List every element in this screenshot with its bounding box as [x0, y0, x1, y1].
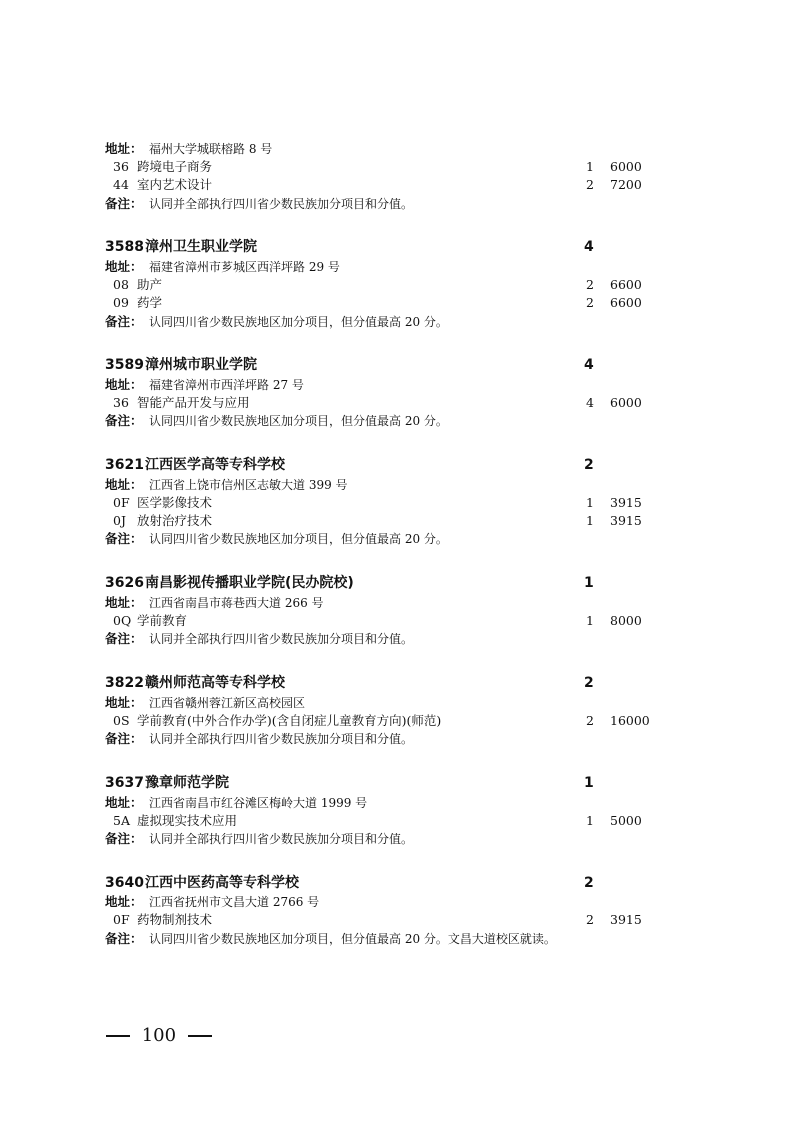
school-code: 3637 [105, 775, 144, 791]
school-quota: 4 [584, 239, 594, 255]
address-label: 地址： [105, 259, 143, 274]
school-name: 赣州师范高等专科学校 [145, 675, 285, 691]
school-code: 3621 [105, 457, 144, 473]
major-row [0, 394, 794, 412]
major-name: 放射治疗技术 [137, 513, 213, 528]
remark-label: 备注： [105, 413, 143, 428]
address-text: 江西省抚州市文昌大道 2766 号 [149, 895, 320, 909]
major-fee: 6000 [610, 159, 642, 174]
major-quota: 1 [586, 159, 594, 174]
remark-text: 认同四川省少数民族地区加分项目，但分值最高 20 分。 [149, 532, 448, 546]
remark-label: 备注： [105, 831, 143, 846]
address-line [0, 694, 794, 712]
address-label: 地址： [105, 795, 143, 810]
school-name: 漳州卫生职业学院 [145, 239, 257, 255]
major-fee: 6600 [610, 295, 642, 310]
major-row [0, 712, 794, 730]
major-name: 跨境电子商务 [137, 159, 213, 174]
school-name: 江西中医药高等专科学校 [145, 875, 299, 891]
remark-text: 认同并全部执行四川省少数民族加分项目和分值。 [149, 197, 414, 211]
major-quota: 2 [586, 713, 594, 728]
page-footer [100, 1024, 218, 1048]
major-quota: 2 [586, 177, 594, 192]
remark-line [0, 930, 794, 948]
school-header [0, 236, 794, 258]
major-code: 0F [113, 912, 130, 927]
school-name: 江西医学高等专科学校 [145, 457, 285, 473]
address-label: 地址： [105, 477, 143, 492]
school-header [0, 354, 794, 376]
remark-text: 认同并全部执行四川省少数民族加分项目和分值。 [149, 832, 414, 846]
address-text: 江西省南昌市蒋巷西大道 266 号 [149, 596, 324, 610]
major-row [0, 294, 794, 312]
footer-dash-left [106, 1035, 130, 1037]
address-label: 地址： [105, 377, 143, 392]
major-quota: 2 [586, 277, 594, 292]
address-label: 地址： [105, 141, 143, 156]
major-name: 学前教育(中外合作办学)(含自闭症儿童教育方向)(师范) [137, 713, 442, 728]
remark-label: 备注： [105, 196, 143, 211]
school-quota: 1 [584, 775, 594, 791]
major-code: 36 [113, 159, 129, 174]
address-line [0, 140, 794, 158]
major-fee: 6000 [610, 395, 642, 410]
major-row [0, 911, 794, 929]
major-code: 44 [113, 177, 129, 192]
address-text: 江西省赣州蓉江新区高校园区 [149, 696, 306, 710]
remark-text: 认同四川省少数民族地区加分项目，但分值最高 20 分。 [149, 315, 448, 329]
address-text: 福州大学城联榕路 8 号 [149, 142, 273, 156]
major-fee: 3915 [610, 513, 642, 528]
remark-line [0, 830, 794, 848]
major-quota: 1 [586, 813, 594, 828]
major-code: 5A [113, 813, 130, 828]
major-code: 0F [113, 495, 130, 510]
school-code: 3588 [105, 239, 144, 255]
major-code: 0J [113, 513, 126, 528]
major-quota: 1 [586, 513, 594, 528]
school-quota: 1 [584, 575, 594, 591]
address-line [0, 476, 794, 494]
remark-line [0, 195, 794, 213]
remark-label: 备注： [105, 631, 143, 646]
major-row [0, 612, 794, 630]
major-code: 08 [113, 277, 129, 292]
school-quota: 2 [584, 875, 594, 891]
school-header [0, 672, 794, 694]
remark-line [0, 412, 794, 430]
major-quota: 2 [586, 912, 594, 927]
remark-label: 备注： [105, 531, 143, 546]
school-name: 南昌影视传播职业学院(民办院校) [145, 575, 354, 591]
address-line [0, 794, 794, 812]
school-header [0, 772, 794, 794]
address-line [0, 258, 794, 276]
school-code: 3589 [105, 357, 144, 373]
major-fee: 6600 [610, 277, 642, 292]
remark-text: 认同四川省少数民族地区加分项目，但分值最高 20 分。 [149, 414, 448, 428]
major-name: 药物制剂技术 [137, 912, 213, 927]
school-quota: 4 [584, 357, 594, 373]
major-fee: 7200 [610, 177, 642, 192]
remark-line [0, 730, 794, 748]
remark-line [0, 630, 794, 648]
major-code: 36 [113, 395, 129, 410]
remark-line [0, 530, 794, 548]
school-quota: 2 [584, 457, 594, 473]
major-name: 药学 [137, 295, 163, 310]
address-line [0, 893, 794, 911]
school-code: 3626 [105, 575, 144, 591]
remark-label: 备注： [105, 314, 143, 329]
major-row [0, 494, 794, 512]
address-line [0, 594, 794, 612]
address-text: 江西省上饶市信州区志敏大道 399 号 [149, 478, 348, 492]
remark-text: 认同并全部执行四川省少数民族加分项目和分值。 [149, 632, 414, 646]
school-header [0, 454, 794, 476]
major-code: 0S [113, 713, 130, 728]
address-line [0, 376, 794, 394]
major-fee: 3915 [610, 495, 642, 510]
major-name: 虚拟现实技术应用 [137, 813, 238, 828]
major-row [0, 812, 794, 830]
school-quota: 2 [584, 675, 594, 691]
footer-dash-right [188, 1035, 212, 1037]
major-code: 0Q [113, 613, 132, 628]
major-row [0, 512, 794, 530]
school-code: 3822 [105, 675, 144, 691]
address-label: 地址： [105, 894, 143, 909]
major-quota: 1 [586, 495, 594, 510]
remark-label: 备注： [105, 731, 143, 746]
major-quota: 4 [586, 395, 594, 410]
major-fee: 16000 [610, 713, 650, 728]
address-label: 地址： [105, 695, 143, 710]
address-text: 福建省漳州市西洋坪路 27 号 [149, 378, 304, 392]
remark-text: 认同并全部执行四川省少数民族加分项目和分值。 [149, 732, 414, 746]
major-name: 智能产品开发与应用 [137, 395, 250, 410]
address-label: 地址： [105, 595, 143, 610]
school-header [0, 872, 794, 894]
remark-text: 认同四川省少数民族地区加分项目，但分值最高 20 分。文昌大道校区就读。 [149, 932, 556, 946]
school-header [0, 572, 794, 594]
remark-label: 备注： [105, 931, 143, 946]
remark-line [0, 313, 794, 331]
major-name: 助产 [137, 277, 163, 292]
major-row [0, 176, 794, 194]
school-code: 3640 [105, 875, 144, 891]
major-fee: 5000 [610, 813, 642, 828]
major-name: 室内艺术设计 [137, 177, 213, 192]
major-row [0, 158, 794, 176]
major-row [0, 276, 794, 294]
page-number: 100 [141, 1025, 177, 1046]
major-quota: 1 [586, 613, 594, 628]
major-fee: 8000 [610, 613, 642, 628]
school-name: 漳州城市职业学院 [145, 357, 257, 373]
major-fee: 3915 [610, 912, 642, 927]
major-name: 医学影像技术 [137, 495, 213, 510]
major-code: 09 [113, 295, 129, 310]
major-name: 学前教育 [137, 613, 188, 628]
address-text: 江西省南昌市红谷滩区梅岭大道 1999 号 [149, 796, 368, 810]
address-text: 福建省漳州市芗城区西洋坪路 29 号 [149, 260, 340, 274]
major-quota: 2 [586, 295, 594, 310]
school-name: 豫章师范学院 [145, 775, 229, 791]
